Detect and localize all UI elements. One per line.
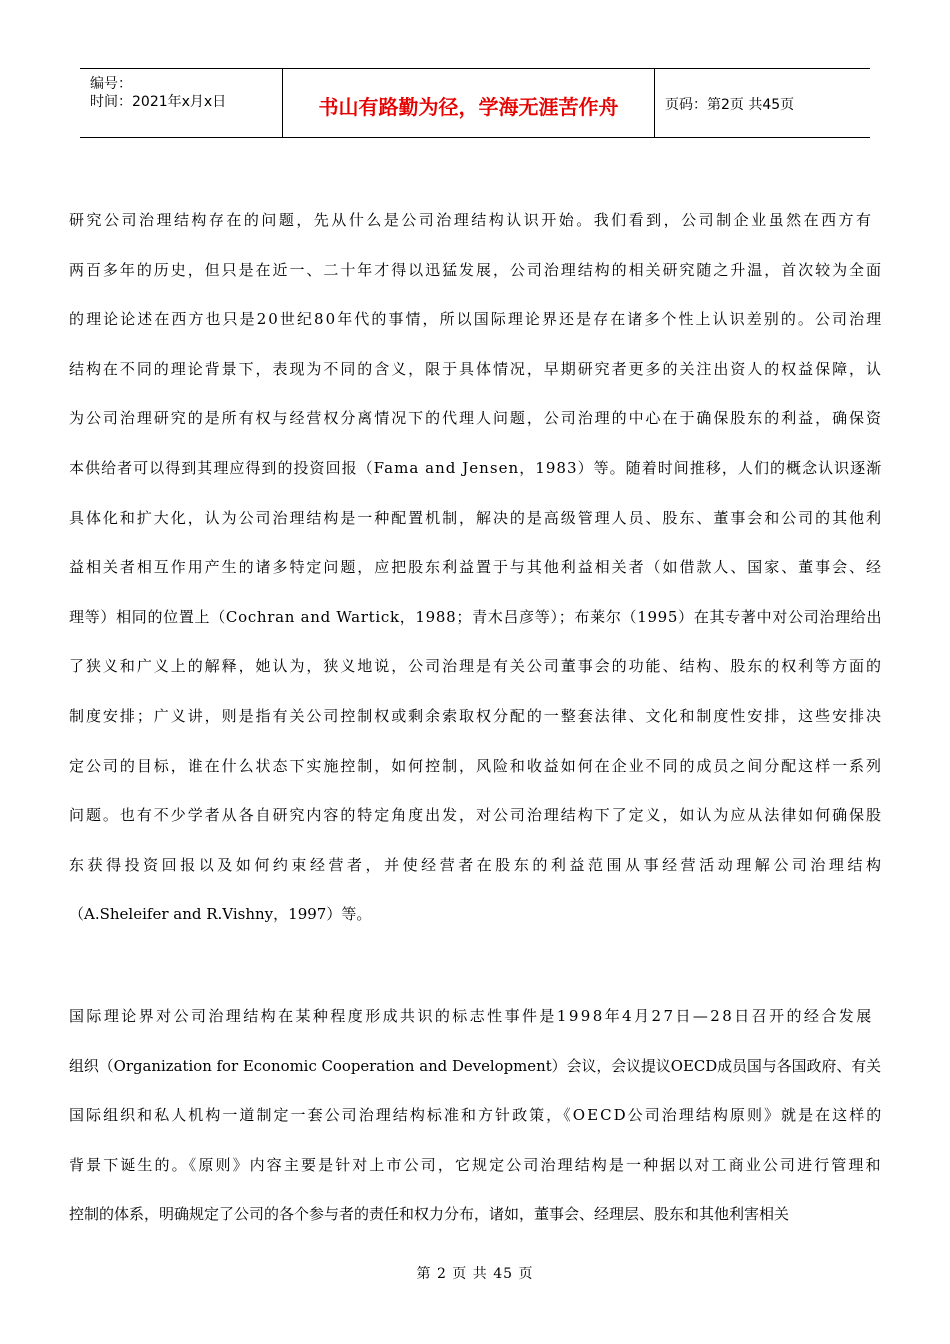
paragraph-line: 组织（Organization for Economic Cooperation and Development）会议，会议提议OECD成员国与各国政府、有关 xyxy=(69,1056,882,1075)
paragraph-line: 的理论论述在西方也只是20世纪80年代的事情，所以国际理论界还是存在诸多个性上认识差别的。公司治理 xyxy=(69,310,884,329)
page-footer: 第 2 页 共 45 页 xyxy=(416,1266,534,1282)
motto-text: 书山有路勤为径，学海无涯苦作舟 xyxy=(318,95,619,119)
paragraph-line: 结构在不同的理论背景下，表现为不同的含义，限于具体情况，早期研究者更多的关注出资人的权益保障，认 xyxy=(69,359,883,378)
paragraph-line: （A.Sheleifer and R.Vishny，1997）等。 xyxy=(69,905,372,924)
paragraph-line: 定公司的目标，谁在什么状态下实施控制，如何控制，风险和收益如何在企业不同的成员之间分配这样一系列 xyxy=(69,756,883,775)
paragraph-line: 问题。也有不少学者从各自研究内容的特定角度出发，对公司治理结构下了定义，如认为应从法律如何确保股 xyxy=(69,806,883,825)
paragraph-line: 背景下诞生的。《原则》内容主要是针对上市公司，它规定公司治理结构是一种据以对工商业公司进行管理和 xyxy=(69,1155,883,1174)
paragraph-line: 理等）相同的位置上（Cochran and Wartick，1988；青木吕彦等）；布莱尔（1995）在其专著中对公司治理给出 xyxy=(69,607,883,626)
header-motto-cell xyxy=(283,69,655,137)
paragraph-line: 本供给者可以得到其理应得到的投资回报（Fama and Jensen，1983）等。随着时间推移，人们的概念认识逐渐 xyxy=(69,459,883,477)
header-info-cell xyxy=(80,69,283,137)
paragraph-line: 两百多年的历史，但只是在近一、二十年才得以迅猛发展，公司治理结构的相关研究随之升温，首次较为全面 xyxy=(69,260,883,279)
paragraph-line: 研究公司治理结构存在的问题，先从什么是公司治理结构认识开始。我们看到，公司制企业虽然在西方有 xyxy=(69,211,874,229)
paragraph-line: 益相关者相互作用产生的诸多特定问题，应把股东利益置于与其他利益相关者（如借款人、国家、董事会、经 xyxy=(69,558,883,577)
paragraph-line: 制度安排；广义讲，则是指有关公司控制权或剩余索取权分配的一整套法律、文化和制度性安排，这些安排决 xyxy=(69,707,883,725)
document-header xyxy=(80,68,870,138)
code-label: 编号： xyxy=(90,76,132,92)
paragraph-line: 具体化和扩大化，认为公司治理结构是一种配置机制，解决的是高级管理人员、股东、董事会和公司的其他利 xyxy=(69,508,883,527)
paragraph-line: 了狭义和广义上的解释，她认为，狭义地说，公司治理是有关公司董事会的功能、结构、股东的权利等方面的 xyxy=(69,657,883,676)
paragraph-line: 东获得投资回报以及如何约束经营者，并使经营者在股东的利益范围从事经营活动理解公司治理结构 xyxy=(69,855,885,874)
page-info: 页码：第2页 共45页 xyxy=(665,97,795,113)
paragraph-line: 为公司治理研究的是所有权与经营权分离情况下的代理人问题，公司治理的中心在于确保股东的利益，确保资 xyxy=(69,409,883,428)
header-page-cell xyxy=(655,69,870,137)
time-label: 时间：2021年x月x日 xyxy=(90,94,227,110)
paragraph-line: 国际组织和私人机构一道制定一套公司治理结构标准和方针政策，《OECD公司治理结构原则》就是在这样的 xyxy=(69,1106,884,1125)
paragraph-line: 控制的体系，明确规定了公司的各个参与者的责任和权力分布，诸如，董事会、经理层、股东和其他利害相关 xyxy=(69,1205,790,1224)
paragraph-line: 国际理论界对公司治理结构在某种程度形成共识的标志性事件是1998年4月27日—28日召开的经合发展 xyxy=(69,1007,874,1025)
